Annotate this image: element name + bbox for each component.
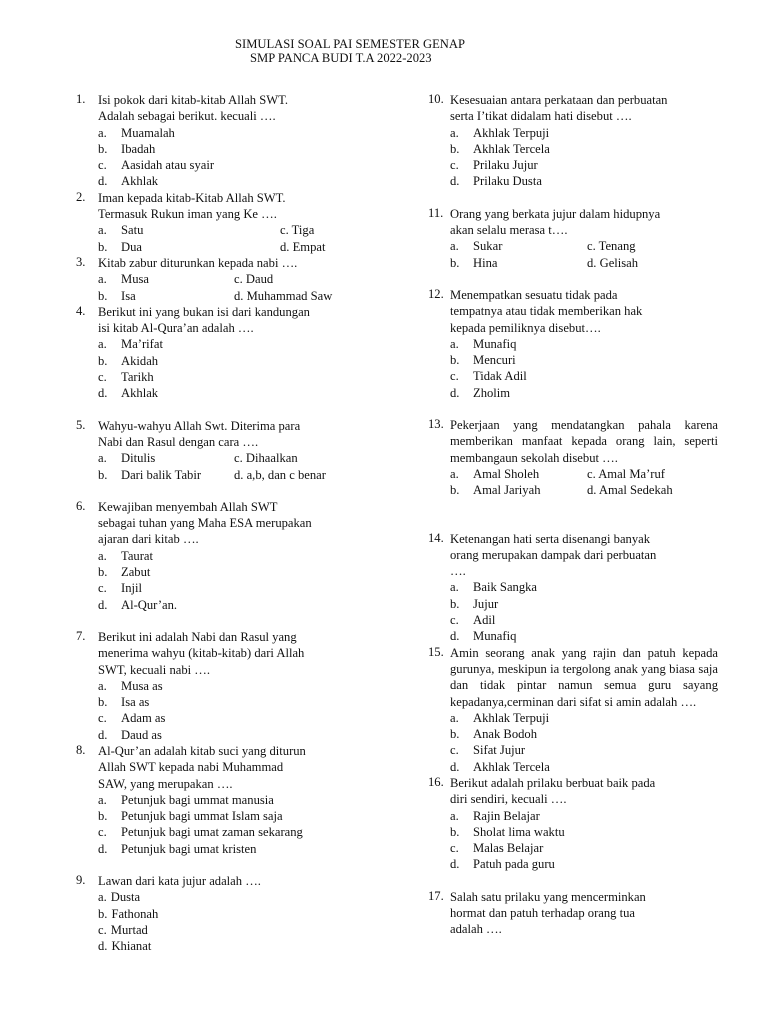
option-b: b. Isa as — [98, 695, 150, 710]
question-15 — [428, 645, 718, 775]
question-text: Menempatkan sesuatu tidak pada tempatnya atau tidak memberikan hak kepada pemiliknya disebut…. — [450, 287, 643, 335]
question-text: Iman kepada kitab-Kitab Allah SWT. Termasuk Rukun iman yang Ke …. — [98, 190, 286, 222]
option-a: a. Rajin Belajar — [450, 808, 540, 823]
question-16 — [428, 775, 718, 873]
question-4 — [76, 304, 366, 402]
question-14 — [428, 531, 718, 645]
question-number: 4. — [76, 303, 86, 318]
option-c: c. Murtad — [98, 922, 148, 937]
question-2 — [76, 190, 366, 255]
document-title: SIMULASI SOAL PAI SEMESTER GENAP — [235, 37, 465, 51]
option-row-ac: a. Musa c. Daud — [98, 272, 274, 287]
option-b: b. Zabut — [98, 565, 151, 580]
option-d: d. Prilaku Dusta — [450, 174, 542, 189]
option-row-bd: b. Dua d. Empat — [98, 239, 326, 254]
question-text: Berikut ini yang bukan isi dari kandungan isi kitab Al-Qura’an adalah …. — [98, 304, 310, 336]
question-number: 17. — [428, 888, 444, 903]
option-a: a. Ma’rifat — [98, 337, 163, 352]
option-d: d. Akhlak — [98, 174, 159, 189]
question-3 — [76, 255, 366, 304]
question-number: 15. — [428, 644, 444, 659]
question-text: Kewajiban menyembah Allah SWT sebagai tuhan yang Maha ESA merupakan ajaran dari kitab …. — [98, 499, 312, 547]
option-d: d. Daud as — [98, 727, 162, 742]
option-b: b. Ibadah — [98, 141, 156, 156]
question-number: 11. — [428, 205, 444, 220]
option-d: d. Patuh pada guru — [450, 857, 555, 872]
question-number: 7. — [76, 628, 86, 643]
option-a: a. Petunjuk bagi ummat manusia — [98, 792, 274, 807]
question-number: 13. — [428, 417, 444, 432]
option-row-bd: b. Amal Jariyah d. Amal Sedekah — [450, 483, 673, 498]
question-13 — [428, 417, 718, 498]
question-1 — [76, 92, 366, 190]
option-d: d. Khianat — [98, 939, 152, 954]
question-text: Orang yang berkata jujur dalam hidupnya akan selalu merasa t…. — [450, 206, 661, 238]
option-c: c. Petunjuk bagi umat zaman sekarang — [98, 825, 303, 840]
question-number: 1. — [76, 92, 86, 106]
option-c: c. Aasidah atau syair — [98, 158, 215, 173]
option-c: c. Malas Belajar — [450, 841, 544, 856]
option-b: b. Fathonah — [98, 906, 159, 921]
question-5 — [76, 418, 366, 483]
question-text: Salah satu prilaku yang mencerminkan hormat dan patuh terhadap orang tua adalah …. — [450, 889, 646, 937]
option-b: b. Mencuri — [450, 353, 516, 368]
question-text: Lawan dari kata jujur adalah …. — [98, 874, 261, 889]
option-b: b. Sholat lima waktu — [450, 824, 565, 839]
option-c: c. Prilaku Jujur — [450, 158, 538, 173]
question-number: 9. — [76, 873, 86, 888]
question-number: 16. — [428, 774, 444, 789]
option-b: b. Akidah — [98, 353, 159, 368]
question-number: 5. — [76, 417, 86, 432]
option-d: d. Al-Qur’an. — [98, 597, 178, 612]
option-c: c. Tidak Adil — [450, 369, 527, 384]
option-row-bd: b. Dari balik Tabir d. a,b, dan c benar — [98, 467, 326, 482]
question-text: Wahyu-wahyu Allah Swt. Diterima para Nabi dan Rasul dengan cara …. — [98, 418, 301, 449]
option-d: d. Petunjuk bagi umat kristen — [98, 841, 257, 856]
left-column — [76, 92, 366, 955]
document-subtitle: SMP PANCA BUDI T.A 2022-2023 — [250, 51, 432, 65]
question-text: Berikut adalah prilaku berbuat baik pada diri sendiri, kecuali …. — [450, 775, 656, 807]
option-d: d. Zholim — [450, 385, 511, 400]
option-b: b. Anak Bodoh — [450, 727, 538, 742]
option-c: c. Injil — [98, 581, 142, 596]
option-d: d. Munafiq — [450, 629, 517, 644]
question-17 — [428, 889, 718, 938]
question-12 — [428, 287, 718, 401]
option-row-ac: a. Sukar c. Tenang — [450, 239, 636, 254]
question-text: Kitab zabur diturunkan kepada nabi …. — [98, 255, 298, 270]
question-text: Berikut ini adalah Nabi dan Rasul yang menerima wahyu (kitab-kitab) dari Allah SWT, kecuali nabi …. — [98, 629, 305, 677]
option-a: a. Musa as — [98, 678, 163, 693]
question-9 — [76, 873, 366, 954]
question-number: 6. — [76, 498, 86, 513]
question-number: 8. — [76, 742, 86, 757]
option-d: d. Akhlak Tercela — [450, 759, 550, 774]
option-a: a. Munafiq — [450, 336, 517, 351]
option-row-bd: b. Hina d. Gelisah — [450, 255, 639, 270]
question-number: 12. — [428, 286, 444, 301]
question-text: Al-Qur’an adalah kitab suci yang diturun Allah SWT kepada nabi Muhammad SAW, yang merupakan …. — [98, 743, 306, 791]
option-row-bd: b. Isa d. Muhammad Saw — [98, 288, 333, 303]
question-text: Ketenangan hati serta disenangi banyak orang merupakan dampak dari perbuatan …. — [450, 531, 657, 579]
option-a: a. Akhlak Terpuji — [450, 710, 550, 725]
option-c: c. Tarikh — [98, 370, 154, 385]
question-6 — [76, 499, 366, 613]
option-a: a. Dusta — [98, 890, 141, 905]
option-row-ac: a. Ditulis c. Dihaalkan — [98, 451, 298, 466]
question-number: 2. — [76, 189, 86, 204]
option-b: b. Petunjuk bagi ummat Islam saja — [98, 809, 283, 824]
option-a: a. Baik Sangka — [450, 580, 538, 595]
question-number: 10. — [428, 92, 444, 106]
option-row-ac: a. Satu c. Tiga — [98, 223, 315, 238]
question-text: Isi pokok dari kitab-kitab Allah SWT. Adalah sebagai berikut. kecuali …. — [98, 93, 289, 124]
right-column — [428, 92, 718, 938]
question-10 — [428, 92, 718, 190]
option-a: a. Taurat — [98, 548, 153, 563]
option-b: b. Jujur — [450, 596, 499, 611]
question-8 — [76, 743, 366, 857]
question-11 — [428, 206, 718, 271]
question-number: 14. — [428, 530, 444, 545]
question-text: Kesesuaian antara perkataan dan perbuatan serta I’tikat didalam hati disebut …. — [450, 93, 668, 124]
question-text: Amin seorang anak yang rajin dan patuh kepada gurunya, meskipun ia tergolong anak yang biasa saja dan tidak pintar namun semua guru sayang kepadanya,cerminan dari sifat si amin adalah …. — [450, 645, 718, 709]
option-c: c. Adil — [450, 613, 496, 628]
option-d: d. Akhlak — [98, 386, 159, 401]
question-7 — [76, 629, 366, 743]
option-a: a. Akhlak Terpuji — [450, 125, 550, 140]
option-a: a. Muamalah — [98, 125, 175, 140]
option-c: c. Adam as — [98, 711, 166, 726]
option-row-ac: a. Amal Sholeh c. Amal Ma’ruf — [450, 466, 665, 481]
question-text: Pekerjaan yang mendatangkan pahala karena memberikan manfaat kepada orang lain, seperti membangaun sekolah disebut …. — [450, 418, 718, 465]
option-b: b. Akhlak Tercela — [450, 141, 550, 156]
question-number: 3. — [76, 254, 86, 269]
option-c: c. Sifat Jujur — [450, 743, 526, 758]
